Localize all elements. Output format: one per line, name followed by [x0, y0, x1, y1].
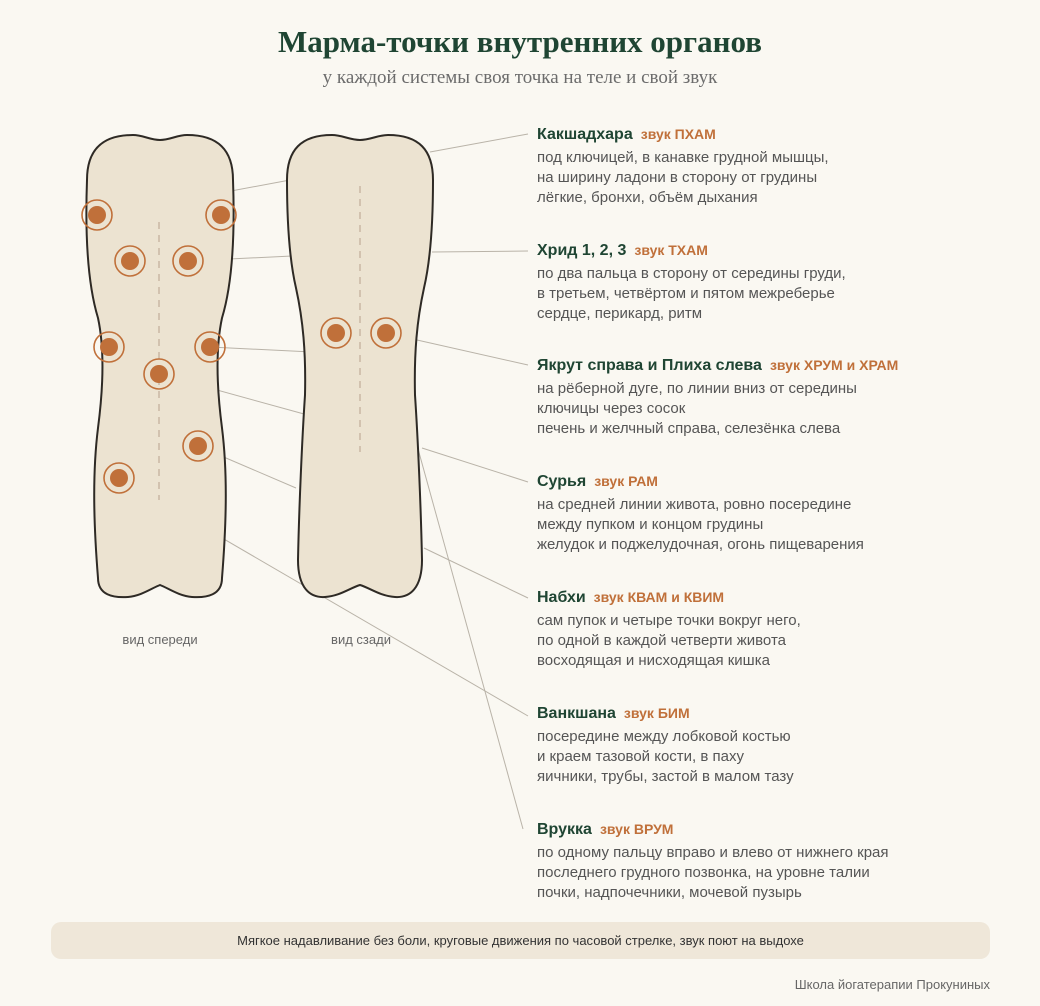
entry-text-line: ключицы через сосок [537, 400, 686, 417]
entry-text-line: почки, надпочечники, мочевой пузырь [537, 884, 802, 901]
entry-text-line: и краем тазовой кости, в паху [537, 748, 744, 765]
entry-text-line: в третьем, четвёртом и пятом межреберье [537, 285, 835, 302]
entry-text-line: на рёберной дуге, по линии вниз от середины [537, 380, 857, 397]
footer-credit: Школа йогатерапии Прокуниных [794, 977, 990, 992]
entry-text-line: между пупком и концом грудины [537, 516, 764, 533]
entry-name: Какшадхара [537, 126, 633, 143]
entry-text-line: на ширину ладони в сторону от грудины [537, 169, 818, 186]
entry-sound: звук ВРУМ [599, 821, 674, 837]
entry-sound: звук РАМ [594, 473, 658, 489]
leader-line-hrid-back [432, 251, 528, 252]
entry-sound: звук ТХАМ [634, 242, 708, 258]
entry-sound: звук БИМ [623, 705, 690, 721]
tip-banner: Мягкое надавливание без боли, круговые движения по часовой стрелке, звук поют на выдохе [51, 922, 990, 959]
entry-sound: звук ПХАМ [640, 126, 716, 142]
entry-name: Ванкшана [537, 705, 616, 722]
entry-text-line: по два пальца в сторону от середины груди, [537, 265, 846, 282]
entry-nabhi [537, 589, 1017, 671]
entry-yakrut-pliha [537, 357, 1017, 439]
back-view-label: вид сзади [331, 632, 391, 647]
leader-line-nabhi-back [424, 548, 528, 598]
entry-text-line: яичники, трубы, застой в малом тазу [537, 768, 794, 785]
entry-name: Якрут справа и Плиха слева [537, 357, 762, 374]
entry-text-line: по одной в каждой четверти живота [537, 632, 786, 649]
entry-kakshadhara [537, 126, 1017, 208]
entry-name: Врукка [537, 821, 592, 838]
entry-sound: звук КВАМ и КВИМ [593, 589, 725, 605]
entry-text-line: на средней линии живота, ровно посередине [537, 496, 852, 513]
front-view-label: вид спереди [122, 632, 198, 647]
entry-name: Хрид 1, 2, 3 [537, 242, 627, 259]
entry-name: Сурья [537, 473, 587, 490]
page-subtitle: у каждой системы своя точка на теле и свой звук [322, 67, 718, 88]
entry-name: Набхи [537, 589, 586, 606]
entry-text-line: под ключицей, в канавке грудной мышцы, [537, 149, 829, 166]
entry-text-line: по одному пальцу вправо и влево от нижнего края [537, 844, 889, 861]
entry-text-line: посередине между лобковой костью [537, 728, 791, 745]
entry-text-line: сам пупок и четыре точки вокруг него, [537, 612, 801, 629]
entry-text-line: печень и желчный справа, селезёнка слева [537, 420, 841, 437]
entry-text-line: сердце, перикард, ритм [537, 305, 703, 322]
entry-text-line: восходящая и нисходящая кишка [537, 652, 770, 669]
entry-hrid [537, 242, 1017, 324]
entry-vankshana [537, 705, 1017, 787]
leader-line-surya-back [422, 448, 528, 482]
entry-vrukka [537, 821, 1017, 903]
entry-text-line: последнего грудного позвонка, на уровне талии [537, 864, 870, 881]
entry-text-line: лёгкие, бронхи, объём дыхания [537, 189, 758, 206]
page-title: Марма-точки внутренних органов [278, 24, 762, 59]
entry-surya [537, 473, 1017, 555]
entry-text-line: желудок и поджелудочная, огонь пищеварения [537, 536, 864, 553]
leader-line-kakshadhara-back [430, 134, 528, 152]
entry-sound: звук ХРУМ и ХРАМ [769, 357, 899, 373]
